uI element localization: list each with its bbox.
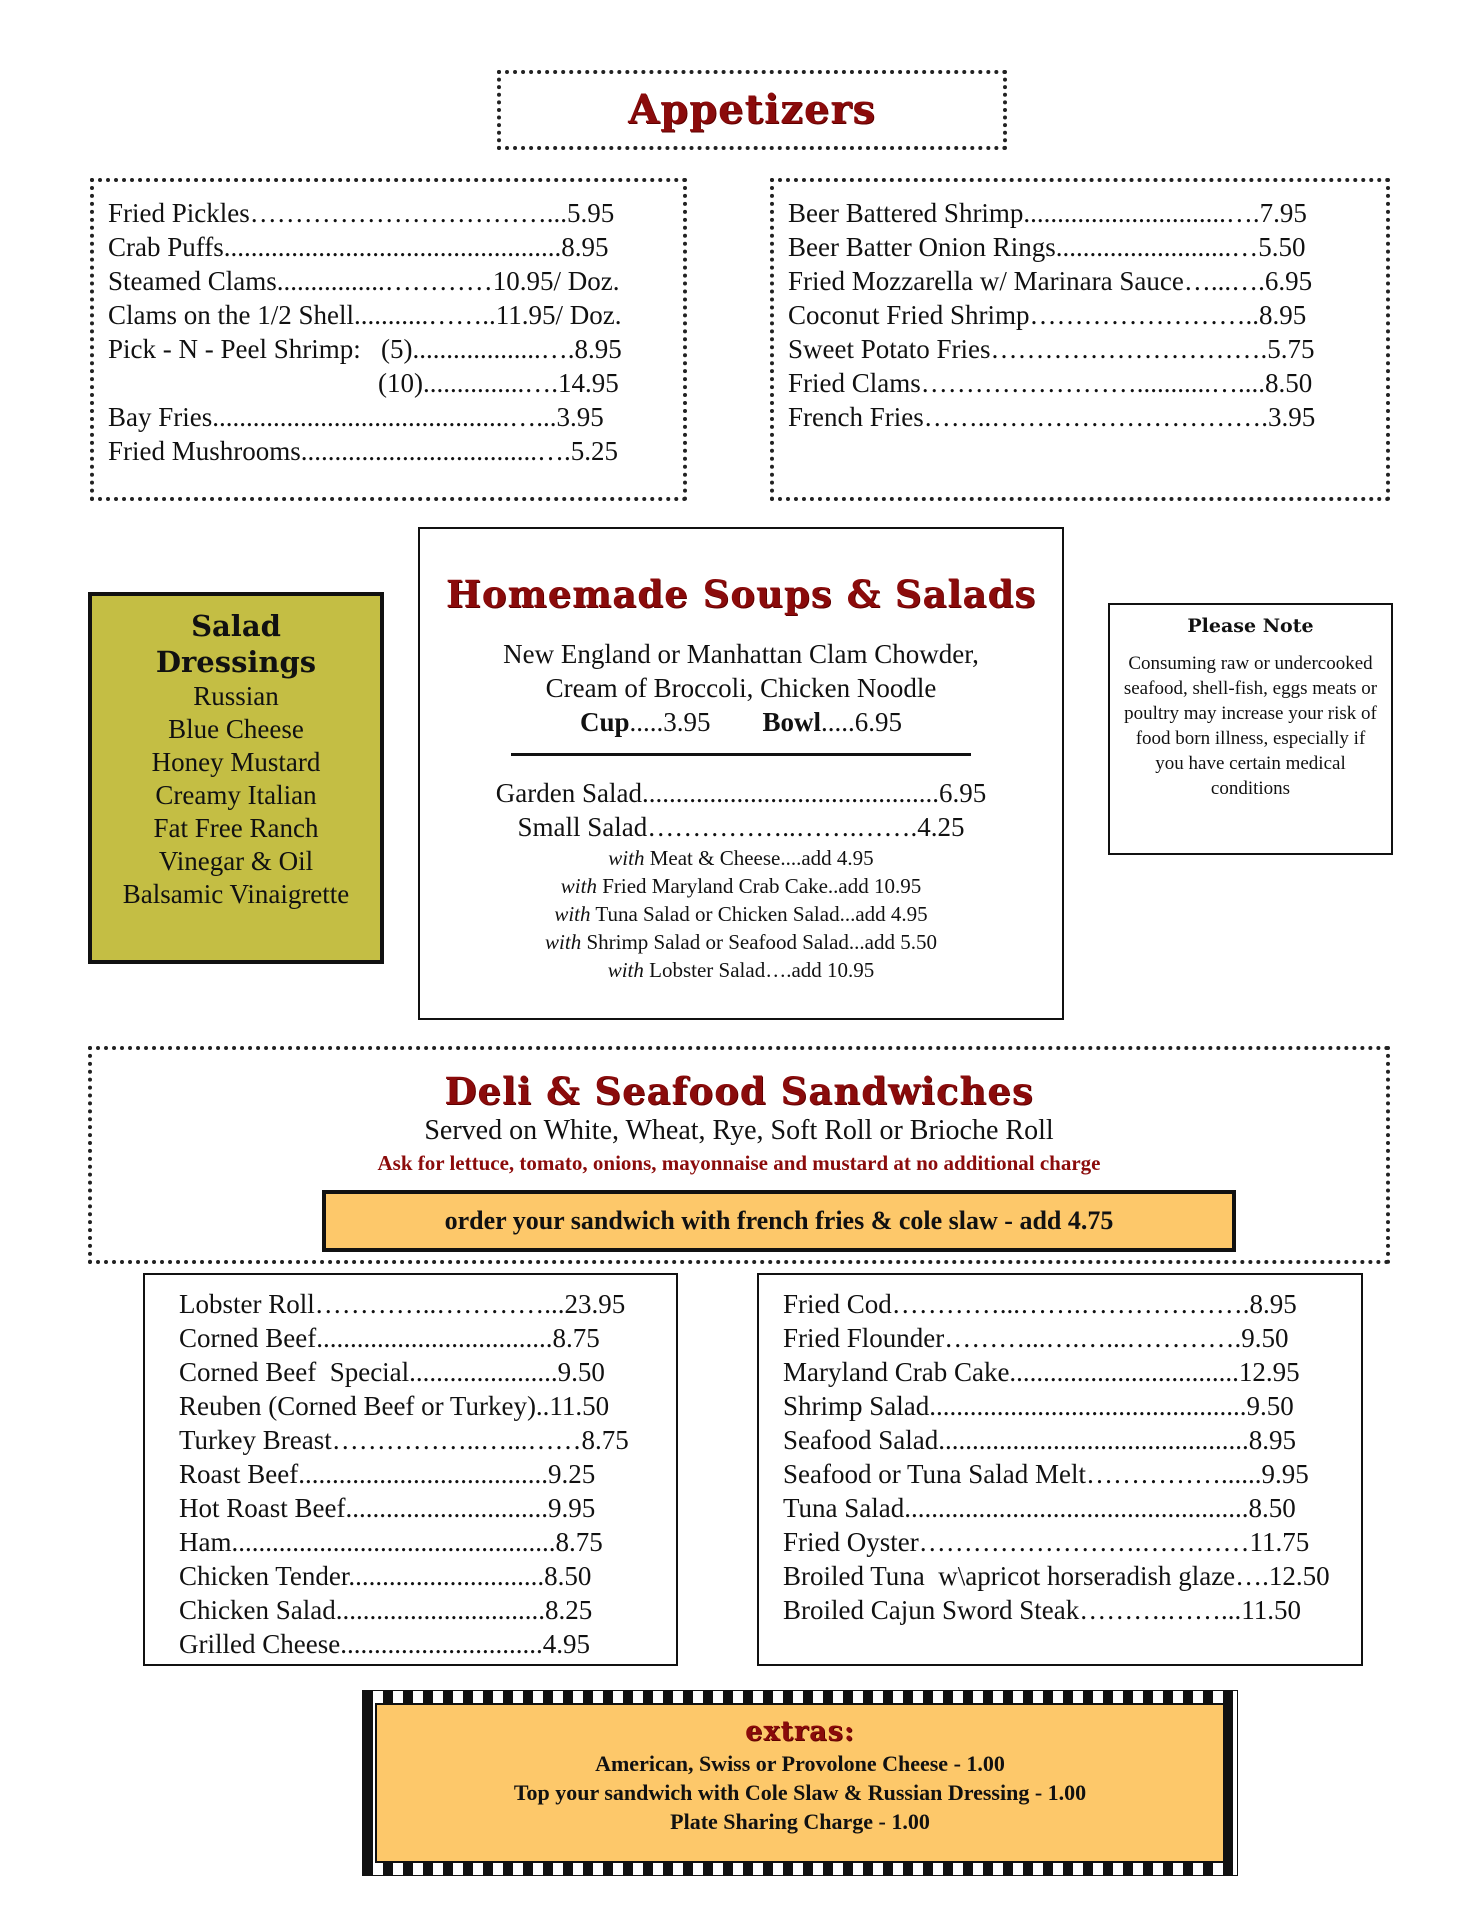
salad-dressings-list [92,680,380,911]
addon-with: with [554,902,591,926]
sandwich-right-item-6: Tuna Salad...................................................8.50 [783,1493,1296,1523]
please-note-text: Consuming raw or undercooked seafood, shell-fish, eggs meats or poultry may increase your risk of food born illness, especially if you have certain medical conditions [1123,653,1378,799]
sandwich-left-item-8: Chicken Tender.............................8.50 [179,1561,592,1591]
dressing-item: Blue Cheese [168,714,304,744]
salad-addons [420,844,1062,984]
addon-text: Tuna Salad or Chicken Salad...add 4.95 [590,902,928,926]
sandwiches-right-list [783,1287,1361,1627]
addon-with: with [608,846,645,870]
cup-bowl-prices [420,705,1062,739]
salad-dressings-title-2: Dressings [155,645,317,679]
appetizer-right-item-2: Fried Mozzarella w/ Marinara Sauce…...….6.95 [788,266,1313,296]
addon-text: Lobster Salad….add 10.95 [643,958,875,982]
sandwich-right-item-5: Seafood or Tuna Salad Melt……………......9.95 [783,1459,1309,1489]
soups-salads-box [418,527,1064,1020]
sandwich-right-item-4: Seafood Salad..............................................8.95 [783,1425,1296,1455]
bowl-price: .....6.95 [821,707,903,737]
addon-with: with [545,930,582,954]
appetizer-left-item-0: Fried Pickles……………………………...5.95 [108,198,615,228]
addon-text: Shrimp Salad or Seafood Salad...add 5.50 [581,930,937,954]
dressing-item: Fat Free Ranch [153,813,319,843]
cup-price: .....3.95 [629,707,711,737]
salad-addon [420,872,1062,900]
order-fries-slaw-banner: order your sandwich with french fries & cole slaw - add 4.75 [322,1190,1236,1252]
extras-list [377,1749,1223,1836]
appetizer-left-item-1: Crab Puffs..................................................8.95 [108,232,609,262]
addon-text: Meat & Cheese....add 4.95 [644,846,874,870]
extras-title: extras: [745,1716,855,1747]
dressing-item: Russian [193,681,279,711]
cup-label: Cup [579,707,630,737]
sandwich-right-item-1: Fried Flounder………...….…...………….9.50 [783,1323,1289,1353]
appetizer-right-item-6: French Fries……..………………………….3.95 [788,402,1316,432]
salad-dressings-title-1: Salad [191,609,281,643]
appetizer-right-item-1: Beer Batter Onion Rings..........................…5.50 [788,232,1306,262]
addon-text: Fried Maryland Crab Cake..add 10.95 [596,874,922,898]
salad-addon [420,844,1062,872]
extras-box [375,1703,1225,1863]
sandwiches-left-box [143,1273,678,1666]
appetizers-right-box [770,178,1390,501]
sandwich-left-item-0: Lobster Roll…………..…………...23.95 [179,1289,626,1319]
appetizer-right-item-3: Coconut Fried Shrimp……………………..8.95 [788,300,1307,330]
sandwich-left-item-6: Hot Roast Beef..............................9.95 [179,1493,596,1523]
appetizers-left-box [90,178,687,501]
sandwich-right-item-3: Shrimp Salad...............................................9.50 [783,1391,1294,1421]
appetizer-left-item-5: (10)...............….14.95 [108,368,619,398]
sandwiches-ask: Ask for lettuce, tomato, onions, mayonnaise and mustard at no additional charge [377,1151,1101,1175]
sandwich-left-item-3: Reuben (Corned Beef or Turkey)..11.50 [179,1391,610,1421]
sandwiches-served: Served on White, Wheat, Rye, Soft Roll or Brioche Roll [424,1115,1054,1146]
sandwiches-right-box [757,1273,1363,1666]
extras-line: Top your sandwich with Cole Slaw & Russian Dressing - 1.00 [513,1780,1087,1805]
appetizers-title: Appetizers [628,86,876,133]
appetizer-right-item-4: Sweet Potato Fries………………………….5.75 [788,334,1315,364]
soups-line-2: Cream of Broccoli, Chicken Noodle [545,673,937,703]
appetizer-left-item-6: Bay Fries............................................…...3.95 [108,402,604,432]
soups-divider [511,753,971,756]
extras-line: American, Swiss or Provolone Cheese - 1.00 [595,1751,1005,1776]
extras-line: Plate Sharing Charge - 1.00 [670,1809,930,1834]
sandwich-right-item-9: Broiled Cajun Sword Steak……….……...11.50 [783,1595,1301,1625]
dressing-item: Balsamic Vinaigrette [122,879,350,909]
sandwiches-left-list [179,1287,676,1661]
sandwich-left-item-1: Corned Beef...................................8.75 [179,1323,600,1353]
sandwich-left-item-9: Chicken Salad...............................8.25 [179,1595,593,1625]
salad-addon [420,956,1062,984]
sandwich-left-item-5: Roast Beef.....................................9.25 [179,1459,596,1489]
salad-dressings-box [88,592,384,964]
sandwiches-title: Deli & Seafood Sandwiches [444,1069,1034,1113]
sandwiches-header-box [88,1046,1390,1264]
sandwich-right-item-0: Fried Cod…………...…….……………….8.95 [783,1289,1297,1319]
bowl-label: Bowl [762,707,822,737]
dressing-item: Creamy Italian [155,780,317,810]
appetizer-left-item-2: Steamed Clams................…………10.95/ Doz. [108,266,620,296]
sandwich-left-item-7: Ham................................................8.75 [179,1527,603,1557]
addon-with: with [607,958,644,982]
garden-salad: Garden Salad............................................6.95 [495,778,987,808]
sandwich-left-item-10: Grilled Cheese..............................4.95 [179,1629,590,1659]
please-note-title: Please Note [1187,615,1314,637]
appetizer-left-item-3: Clams on the 1/2 Shell...........……..11.95/ Doz. [108,300,622,330]
sandwich-left-item-2: Corned Beef Special......................9.50 [179,1357,605,1387]
appetizers-title-box [497,70,1007,150]
please-note-box [1108,603,1393,855]
dressing-item: Vinegar & Oil [158,846,314,876]
appetizer-right-item-0: Beer Battered Shrimp..............................….7.95 [788,198,1307,228]
soups-line-1: New England or Manhattan Clam Chowder, [503,639,979,669]
sandwich-left-item-4: Turkey Breast……………..…...……8.75 [179,1425,629,1455]
sandwich-right-item-2: Maryland Crab Cake..................................12.95 [783,1357,1300,1387]
extras-outer-border [362,1690,1238,1876]
small-salad: Small Salad……………..…….…….4.25 [517,812,965,842]
appetizers-right-list [788,196,1386,434]
appetizer-left-item-4: Pick - N - Peel Shrimp: (5)...................….8.95 [108,334,622,364]
soups-salads-title: Homemade Soups & Salads [445,572,1037,616]
appetizer-left-item-7: Fried Mushrooms...................................….5.25 [108,436,619,466]
appetizer-right-item-5: Fried Clams……………………...........…....8.50 [788,368,1313,398]
sandwich-right-item-7: Fried Oyster…………………….…………11.75 [783,1527,1310,1557]
addon-with: with [560,874,597,898]
salad-addon [420,928,1062,956]
appetizers-left-list [108,196,683,468]
salad-addon [420,900,1062,928]
dressing-item: Honey Mustard [151,747,321,777]
sandwich-right-item-8: Broiled Tuna w\apricot horseradish glaze….12.50 [783,1561,1330,1591]
